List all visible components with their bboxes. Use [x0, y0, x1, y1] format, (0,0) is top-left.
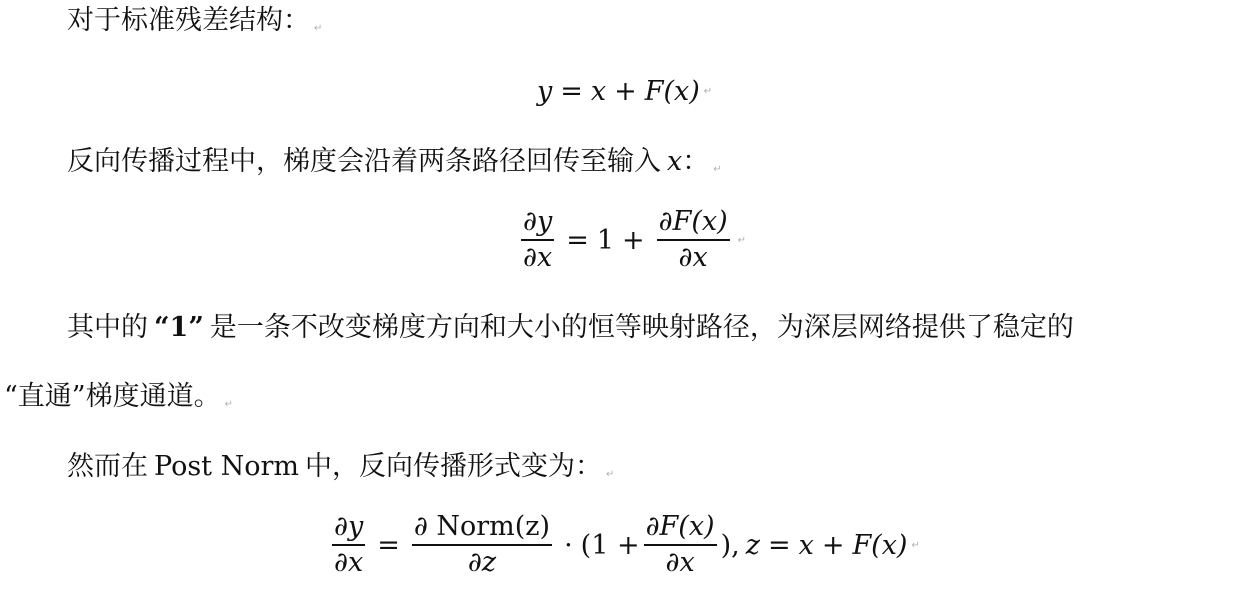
paragraph-intro [67, 4, 322, 46]
eq2-den-left: ∂x [523, 242, 553, 273]
paragraph-backprop [67, 145, 722, 187]
paragraph-backprop-text: 反向传播过程中，梯度会沿着两条路径回传至输入 [67, 146, 661, 177]
eq3-x: x [798, 529, 814, 561]
eq3-den-right: ∂x [665, 547, 695, 578]
paragraph-identity [67, 311, 1074, 345]
eq3-open: (1 + [580, 529, 640, 561]
eq2-plus: + [622, 224, 645, 256]
paragraph-identity-cont: “直通”梯度通道。 [4, 381, 221, 412]
equation-gradient [517, 207, 746, 273]
paragraph-mark: ↵ [606, 469, 615, 480]
eq1-x: x [590, 76, 607, 107]
eq3-equals-2: = [767, 529, 791, 561]
paragraph-mark: ↵ [737, 234, 747, 246]
eq2-frac-left [521, 207, 554, 273]
eq3-plus: + [821, 529, 845, 561]
paragraph-mark: ↵ [703, 86, 713, 97]
eq3-num-left: ∂y [334, 511, 364, 542]
paragraph-identity-pre: 其中的 [67, 312, 148, 343]
paragraph-mark: ↵ [713, 164, 722, 175]
paragraph-mark: ↵ [314, 23, 323, 34]
eq3-z: z [745, 529, 760, 561]
eq2-one: 1 [596, 224, 615, 256]
eq3-den-left: ∂x [334, 547, 364, 578]
paragraph-intro-text: 对于标准残差结构： [67, 5, 310, 36]
paragraph-identity-continued [4, 380, 233, 422]
paragraph-identity-post: 是一条不改变梯度方向和大小的恒等映射路径，为深层网络提供了稳定的 [209, 312, 1074, 343]
eq3-frac-right [644, 512, 717, 578]
eq1-fx: F(x) [644, 76, 700, 107]
eq3-num-right: ∂F(x) [645, 511, 715, 542]
paragraph-mark: ↵ [911, 539, 920, 551]
equation-residual [537, 76, 712, 107]
eq3-equals: = [377, 529, 400, 561]
paragraph-backprop-tail: ： [682, 146, 710, 177]
paragraph-postnorm-en: Post Norm [154, 451, 300, 482]
paragraph-mark: ↵ [224, 399, 233, 410]
eq3-den-middle: ∂z [467, 547, 497, 578]
paragraph-postnorm [67, 450, 614, 492]
paragraph-postnorm-post: 中，反向传播形式变为： [305, 451, 603, 482]
paragraph-identity-bold: “1” [154, 312, 204, 343]
eq2-frac-right [657, 207, 730, 273]
eq1-equals: = [560, 76, 583, 107]
eq2-num-left: ∂y [523, 206, 553, 237]
eq3-frac-middle [412, 512, 552, 578]
eq3-frac-left [332, 512, 365, 578]
eq3-dot: · [564, 529, 573, 561]
eq3-fx: F(x) [852, 529, 908, 561]
eq2-den-right: ∂x [678, 242, 708, 273]
eq3-num-middle: ∂ Norm(z) [413, 511, 551, 542]
eq2-equals: = [566, 224, 589, 256]
eq1-lhs: y [537, 76, 553, 107]
eq2-num-right: ∂F(x) [658, 206, 728, 237]
paragraph-backprop-var: x [667, 146, 683, 177]
eq3-close: ), [720, 529, 740, 561]
equation-postnorm [328, 512, 920, 578]
eq1-plus: + [614, 76, 637, 107]
paragraph-postnorm-pre: 然而在 [67, 451, 148, 482]
